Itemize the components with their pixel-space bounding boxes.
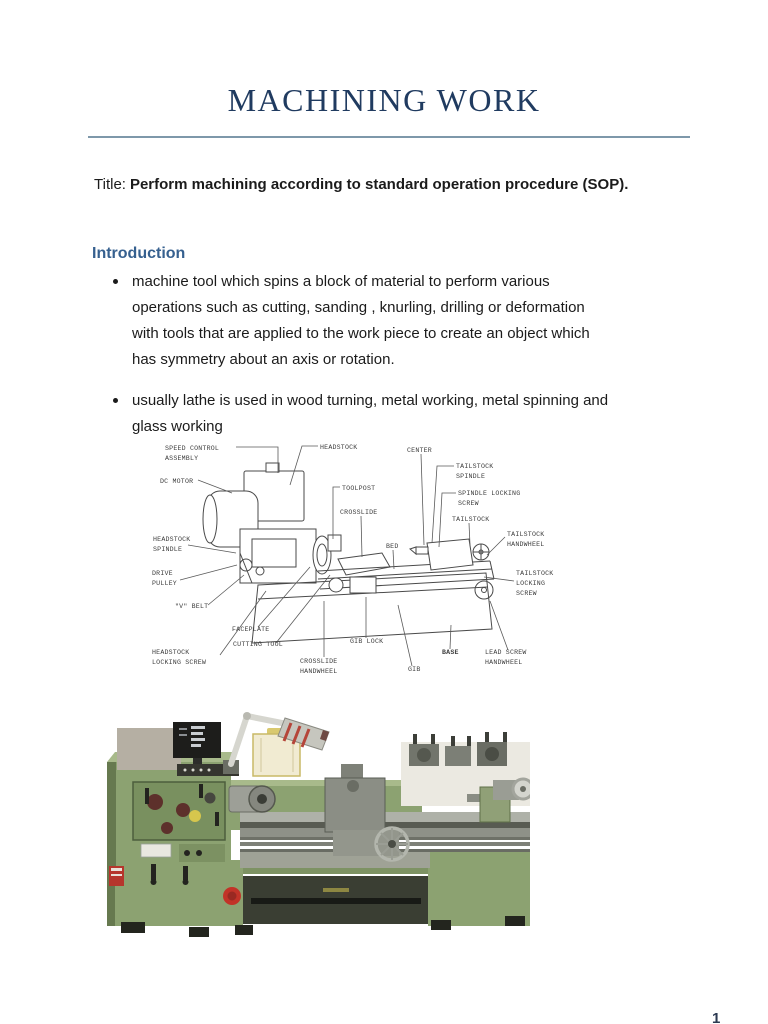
diagram-label: CROSSLIDE	[340, 509, 378, 516]
diagram-label: PULLEY	[152, 580, 177, 587]
estop-button	[223, 887, 241, 905]
diagram-label: "V" BELT	[175, 603, 209, 610]
lathe-diagram-svg	[140, 433, 580, 688]
diagram-label: HANDWHEEL	[300, 668, 338, 675]
bullet-line: usually lathe is used in wood turning, metal working, metal spinning and	[132, 392, 609, 409]
diagram-label: SPINDLE	[153, 546, 183, 553]
title-underline	[88, 136, 690, 138]
diagram-label: BED	[386, 543, 399, 550]
diagram-label: LOCKING	[516, 580, 546, 587]
bullet-line: operations such as cutting, sanding , knurling, drilling or deformation	[132, 299, 585, 316]
diagram-label: TAILSTOCK	[456, 463, 494, 470]
bullet-list	[113, 269, 608, 455]
spindle-chuck	[229, 786, 275, 812]
diagram-label: LEAD SCREW	[485, 649, 527, 656]
diagram-label: GIB	[408, 666, 421, 673]
page-title: MACHINING WORK	[227, 82, 541, 118]
diagram-label: DC MOTOR	[160, 478, 194, 485]
diagram-label: HEADSTOCK	[320, 444, 358, 451]
diagram-label: FACEPLATE	[232, 626, 270, 633]
diagram-label: HANDWHEEL	[485, 659, 523, 666]
diagram-label: SPEED CONTROL	[165, 445, 220, 452]
diagram-label: ASSEMBLY	[165, 455, 199, 462]
bullet-line: with tools that are applied to the work piece to create an object which	[132, 325, 590, 342]
bullet-icon	[113, 398, 118, 403]
bullet-text	[132, 269, 590, 373]
bullet-line: glass working	[132, 418, 223, 435]
diagram-label: HEADSTOCK	[152, 649, 190, 656]
lathe-photo	[95, 692, 530, 945]
diagram-label: HANDWHEEL	[507, 541, 545, 548]
lathe-photo-svg	[95, 692, 530, 945]
diagram-label: TOOLPOST	[342, 485, 376, 492]
diagram-label: CROSSLIDE	[300, 658, 338, 665]
diagram-label: TAILSTOCK	[507, 531, 545, 538]
diagram-label: HEADSTOCK	[153, 536, 191, 543]
page-number: 1	[712, 1010, 721, 1024]
section-heading-introduction: Introduction	[92, 245, 186, 262]
diagram-label: SCREW	[458, 500, 479, 507]
diagram-label: TAILSTOCK	[452, 516, 490, 523]
diagram-label: TAILSTOCK	[516, 570, 554, 577]
bullet-line: has symmetry about an axis or rotation.	[132, 351, 395, 368]
diagram-label: BASE	[442, 649, 459, 656]
diagram-label: SCREW	[516, 590, 537, 597]
diagram-label: DRIVE	[152, 570, 173, 577]
diagram-label: CUTTING TOOL	[233, 641, 283, 648]
diagram-label: SPINDLE	[456, 473, 486, 480]
list-item	[113, 269, 608, 373]
diagram-label: CENTER	[407, 447, 432, 454]
title-label: Title:	[94, 176, 126, 193]
diagram-label: SPINDLE LOCKING	[458, 490, 521, 497]
bullet-line: machine tool which spins a block of material to perform various	[132, 273, 550, 290]
lathe-parts-diagram	[140, 433, 580, 688]
doc-title-line	[94, 176, 628, 193]
title-text: Perform machining according to standard operation procedure (SOP).	[129, 176, 629, 193]
diagram-label: LOCKING SCREW	[152, 659, 207, 666]
diagram-label: GIB LOCK	[350, 638, 384, 645]
bullet-icon	[113, 279, 118, 284]
